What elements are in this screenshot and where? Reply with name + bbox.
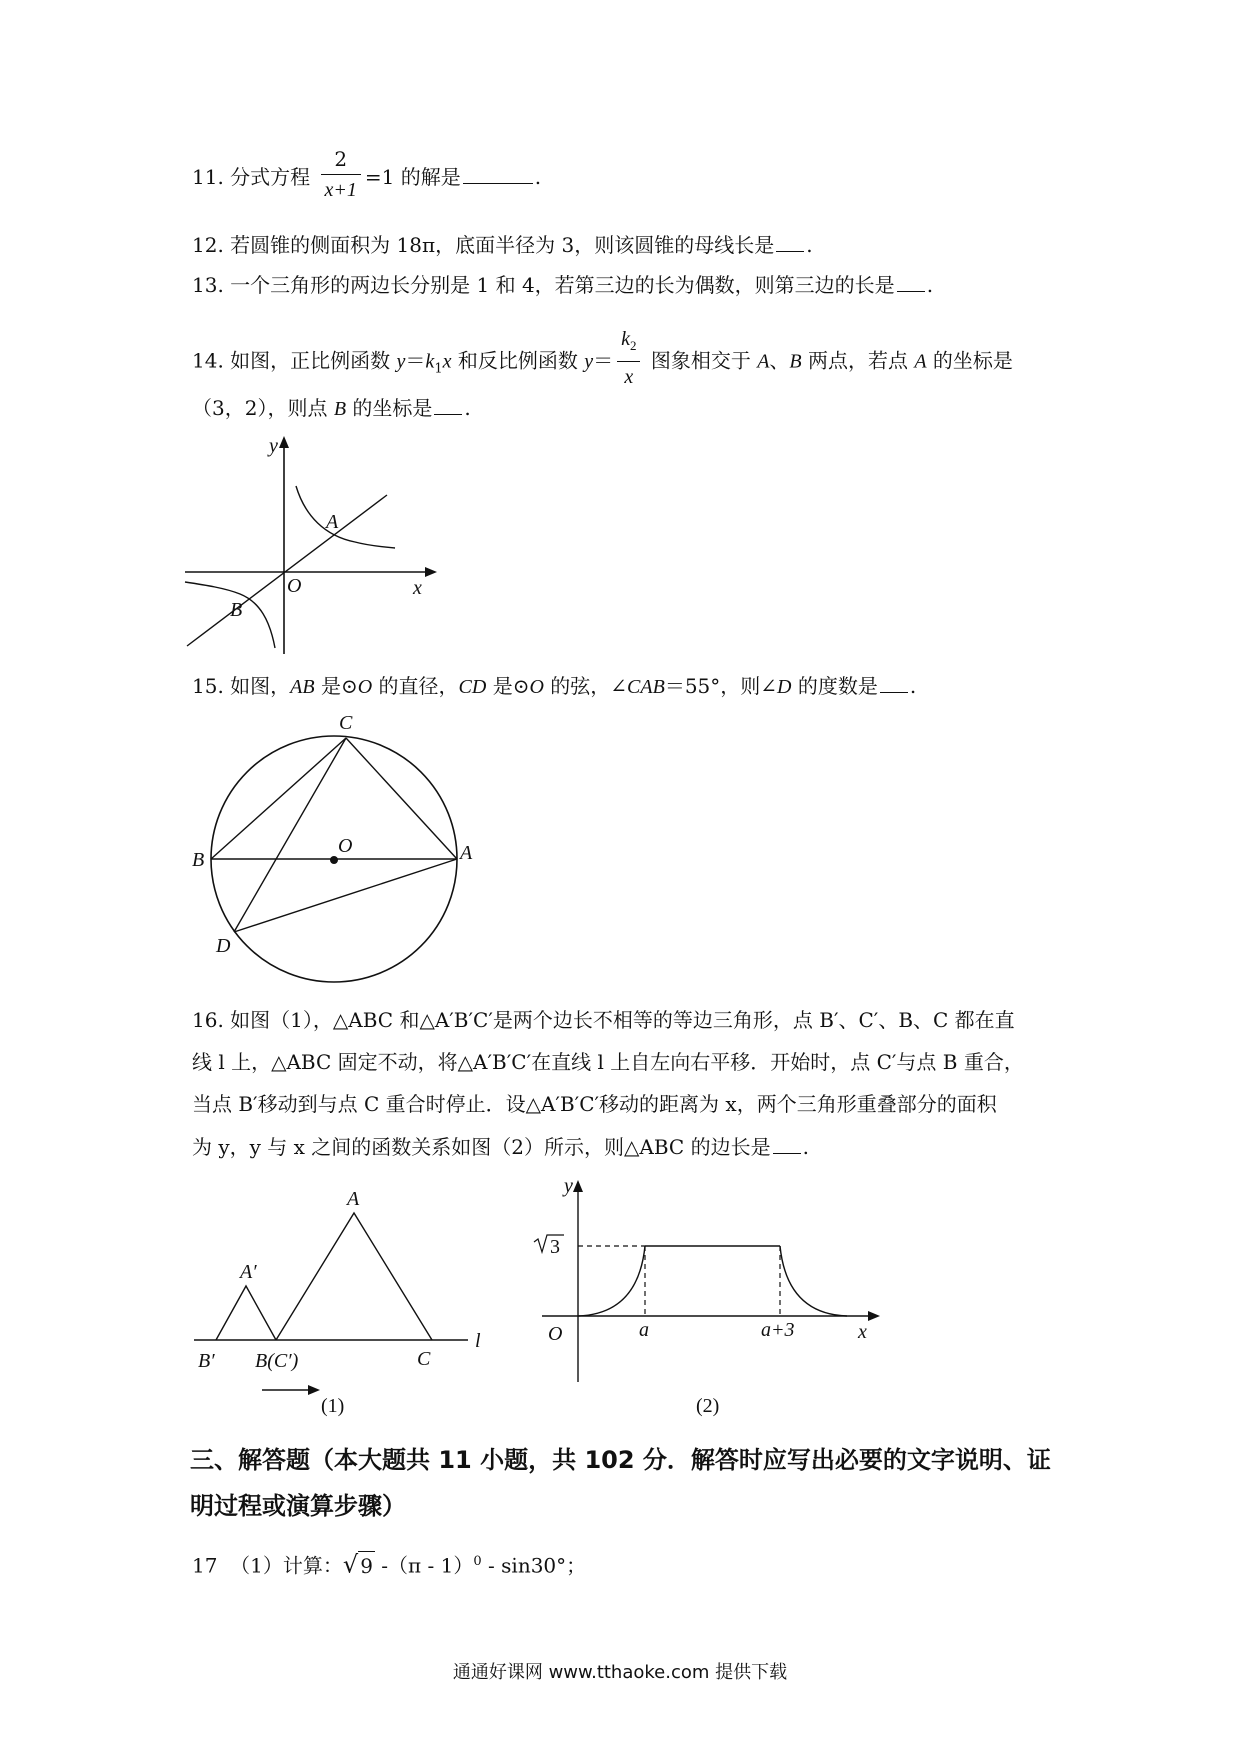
q14-text-f: （3，2），则点 [192, 396, 334, 420]
y-axis-arrow-icon [279, 436, 289, 448]
fig16b-label-a-plus-3: a+3 [761, 1319, 795, 1341]
q15-text-b: 是⊙ [314, 674, 358, 698]
fig14-label-a: A [326, 511, 339, 533]
chord-bc [211, 738, 346, 859]
q14-text-d: 两点，若点 [801, 348, 915, 373]
fig16b-caption: (2) [696, 1395, 720, 1417]
q16-line-3: 当点 B′移动到与点 C 重合时停止．设△A′B′C′移动的距离为 x，两个三角形重叠部分的面积 [192, 1092, 997, 1116]
q11-text-before: 分式方程 [230, 165, 311, 189]
q13-end: . [926, 273, 934, 297]
figure-15 [188, 712, 488, 980]
q16-line-2: 线 l 上，△ABC 固定不动，将△A′B′C′在直线 l 上自左向右平移．开始时，点 C′与点 B 重合， [192, 1050, 1024, 1074]
question-15 [192, 672, 916, 701]
fig16a-label-l: l [475, 1330, 481, 1352]
triangle-a-prime-b-prime-c-prime [216, 1286, 276, 1340]
fig15-label-a: A [460, 842, 473, 864]
q15-o-second: O [529, 676, 544, 698]
q11-fraction [321, 146, 361, 203]
q14-text-b: 和反比例函数 [451, 348, 585, 373]
q15-angle-d: D [777, 676, 792, 698]
fig15-label-b: B [192, 849, 205, 871]
q15-o: O [357, 676, 373, 698]
question-14-line-1 [192, 330, 1013, 394]
q14-point-b: B [789, 350, 802, 373]
fig15-label-d: D [216, 935, 231, 957]
q14-equals: ＝ [405, 348, 426, 373]
q11-end: . [534, 165, 542, 189]
fig16a-label-b-c-prime: B(C′) [255, 1350, 299, 1372]
q11-text-after: =1 的解是 [364, 165, 461, 189]
q14-equals-second: ＝ [593, 348, 614, 373]
figure-14 [185, 436, 445, 656]
q14-point-a: A [757, 350, 770, 373]
direct-proportion-line [187, 495, 387, 646]
q14-fraction-k: k [621, 328, 630, 350]
q15-end: . [909, 674, 917, 698]
fig16a-caption: (1) [321, 1395, 345, 1417]
fig16b-label-y: y [564, 1175, 573, 1197]
q14-text-g: 的坐标是 [346, 396, 433, 420]
q15-text-e: 的弦，∠ [543, 674, 628, 698]
q17-expression-tail: - sin30°； [481, 1553, 587, 1578]
q14-fraction-k-subscript: 2 [629, 338, 637, 353]
q11-number: 11. [192, 165, 224, 189]
q15-text-c: 的直径， [372, 674, 459, 698]
q13-answer-blank [897, 273, 925, 292]
figure-16-1 [190, 1188, 500, 1417]
q15-text-a: 15. 如图， [192, 674, 291, 698]
q11-answer-blank [463, 165, 533, 184]
footer: 通通好课网 www.tthaoke.com 提供下载 [452, 1662, 788, 1683]
q13-text: 13. 一个三角形的两边长分别是 1 和 4，若第三边的长为偶数，则第三边的长是 [192, 273, 895, 297]
x-axis-arrow-icon [425, 567, 437, 577]
fig16b-radicand: 3 [550, 1236, 560, 1258]
fig16b-label-x: x [858, 1321, 867, 1343]
q14-point-b-second: B [333, 398, 347, 420]
rising-curve [578, 1246, 645, 1316]
section-3-heading: 三、解答题（本大题共 11 小题，共 102 分．解答时应写出必要的文字说明、证明过程或演算步骤） [190, 1446, 1051, 1520]
q14-answer-blank [434, 396, 462, 415]
q11-fraction-denominator: x+1 [324, 179, 357, 201]
x-axis-arrow-icon [868, 1311, 880, 1321]
fig16b-label-a: a [639, 1319, 649, 1341]
chord-da [234, 859, 457, 932]
fig16a-label-a: A [347, 1188, 360, 1210]
q15-answer-blank [880, 674, 908, 693]
q15-angle-cab: CAB [627, 676, 665, 698]
q16-end: . [802, 1135, 809, 1159]
q15-ab: AB [290, 676, 315, 698]
q12-text: 12. 若圆锥的侧面积为 18π，底面半径为 3，则该圆锥的母线长是 [192, 233, 775, 257]
q14-k-subscript: 1 [434, 361, 443, 377]
q14-separator: 、 [769, 348, 790, 373]
q14-text-a: 14. 如图，正比例函数 [192, 348, 397, 373]
q17-expression: -（π - 1） [374, 1553, 474, 1578]
q14-fraction-numerator [617, 326, 640, 362]
question-16-line-4 [192, 1133, 809, 1161]
center-point-o [330, 856, 338, 864]
q14-text-e: 的坐标是 [926, 348, 1013, 373]
square-root-icon: √ [342, 1550, 359, 1579]
q16-line-1: 16. 如图（1），△ABC 和△A′B′C′是两个边长不相等的等边三角形，点 B′、C′、B、C 都在直 [192, 1008, 1015, 1032]
right-arrow-icon [308, 1385, 320, 1395]
hyperbola-branch-first-quadrant [296, 486, 395, 548]
q15-text-g: 的度数是 [791, 674, 878, 698]
q17-number: 17 [192, 1553, 218, 1578]
question-11 [192, 147, 542, 207]
question-17 [192, 1548, 586, 1580]
q15-text-f: ＝55°，则∠ [664, 674, 778, 698]
fig15-label-o: O [338, 835, 353, 857]
q16-answer-blank [773, 1135, 801, 1154]
fig14-label-b: B [230, 599, 243, 621]
fig14-label-y: y [269, 435, 278, 457]
q17-radicand: 9 [358, 1551, 375, 1580]
figure-16-2 [530, 1175, 890, 1417]
question-13 [192, 271, 933, 299]
q14-k: k [425, 350, 435, 373]
fig14-label-origin: O [287, 575, 302, 597]
q12-end: . [806, 233, 813, 257]
fig15-label-c: C [339, 712, 353, 734]
q14-y-second: y [584, 350, 594, 373]
question-14-line-2 [192, 394, 471, 423]
y-axis-arrow-icon [573, 1180, 583, 1192]
fig14-label-x: x [413, 577, 422, 599]
fig16b-label-origin: O [548, 1323, 563, 1345]
chord-cd [234, 738, 346, 932]
q14-x: x [442, 350, 452, 373]
fig16a-label-c: C [417, 1348, 431, 1370]
q14-y: y [396, 350, 406, 373]
fig16a-label-b-prime: B′ [198, 1350, 215, 1372]
q12-answer-blank [776, 233, 804, 252]
q15-text-d: 是⊙ [486, 674, 530, 698]
q14-fraction [617, 326, 640, 390]
q17-exponent: 0 [473, 1554, 482, 1569]
q14-end: . [464, 396, 471, 420]
fig16a-label-a-prime: A′ [240, 1261, 257, 1283]
triangle-abc [276, 1213, 432, 1340]
q14-point-a-second: A [914, 350, 927, 373]
question-12 [192, 231, 813, 259]
q17-label: （1）计算： [230, 1553, 343, 1578]
fig16b-label-sqrt3 [534, 1235, 564, 1258]
q15-cd: CD [458, 676, 487, 698]
q14-text-c: 图象相交于 [644, 348, 758, 373]
falling-curve [780, 1246, 847, 1316]
q11-fraction-numerator: 2 [321, 146, 361, 175]
q16-line-4-text: 为 y，y 与 x 之间的函数关系如图（2）所示，则△ABC 的边长是 [192, 1135, 771, 1159]
q14-fraction-denominator: x [624, 366, 634, 388]
